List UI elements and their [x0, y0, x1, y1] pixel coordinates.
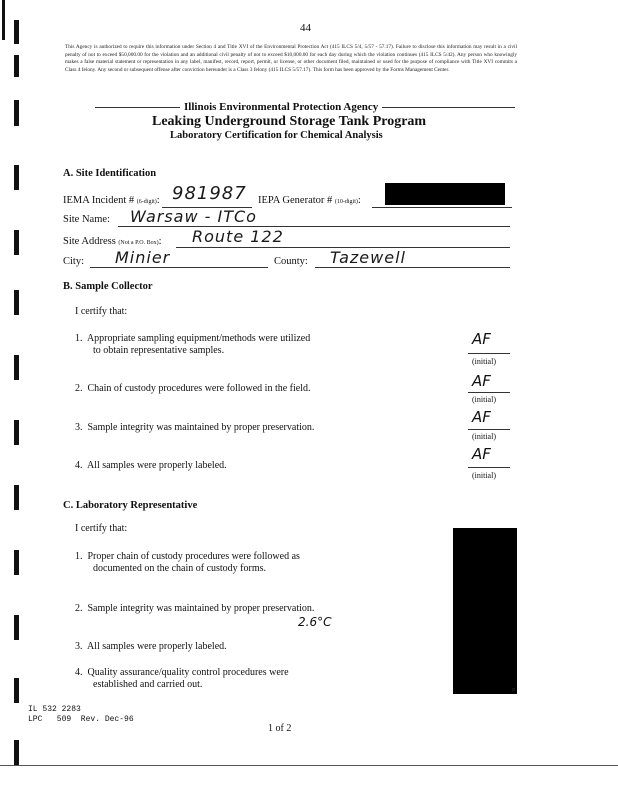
- iema-label: IEMA Incident # (6-digit):: [63, 195, 160, 206]
- lab-item-2: 2. Sample integrity was maintained by proper preservation.: [75, 603, 315, 614]
- collector-item-1: 1. Appropriate sampling equipment/methods were utilized to obtain representative samples.: [75, 333, 311, 356]
- form-code: IL 532 2283 LPC 509 Rev. Dec-96: [28, 705, 134, 724]
- initial-line-3: [468, 429, 510, 430]
- site-name-line: [118, 226, 510, 227]
- initial-mark-4[interactable]: AF: [472, 445, 491, 463]
- county-value[interactable]: Tazewell: [330, 248, 406, 267]
- lab-item-1: 1. Proper chain of custody procedures were followed as documented on the chain of custody forms.: [75, 551, 300, 574]
- scan-edge-mark: [14, 165, 19, 190]
- scan-edge-mark: [14, 550, 19, 575]
- redaction-block-iepa: [385, 183, 505, 205]
- initial-line-4: [468, 467, 510, 468]
- agency-name: Illinois Environmental Protection Agency: [180, 101, 382, 113]
- scan-edge-mark: [14, 355, 19, 380]
- scan-edge-mark: [14, 485, 19, 510]
- temperature-note: 2.6°C: [298, 615, 332, 629]
- scan-edge-mark: [14, 420, 19, 445]
- initial-line-2: [468, 392, 510, 393]
- iepa-field-line: [372, 207, 512, 208]
- site-address-label: Site Address (Not a P.O. Box):: [63, 236, 162, 247]
- county-label: County:: [274, 256, 308, 267]
- scan-edge-mark: [14, 100, 19, 126]
- lab-item-4: 4. Quality assurance/quality control procedures were established and carried out.: [75, 667, 289, 690]
- site-address-value[interactable]: Route 122: [192, 227, 284, 246]
- collector-item-3: 3. Sample integrity was maintained by proper preservation.: [75, 422, 315, 433]
- redaction-block-lab: [453, 528, 517, 694]
- lab-certify-text: I certify that:: [75, 523, 128, 534]
- initial-mark-2[interactable]: AF: [472, 372, 491, 390]
- initial-mark-1[interactable]: AF: [472, 330, 491, 348]
- initial-line-1: [468, 353, 510, 354]
- initial-label-4: (initial): [472, 471, 496, 480]
- scan-edge-mark: [14, 290, 19, 315]
- collector-item-2: 2. Chain of custody procedures were followed in the field.: [75, 383, 311, 394]
- initial-mark-3[interactable]: AF: [472, 408, 491, 426]
- section-sample-collector: B. Sample Collector: [63, 281, 153, 292]
- collector-item-4: 4. All samples were properly labeled.: [75, 460, 227, 471]
- scan-speck: [512, 688, 515, 691]
- scan-edge-mark: [14, 55, 19, 77]
- lab-item-3: 3. All samples were properly labeled.: [75, 641, 227, 652]
- page-count: 1 of 2: [268, 723, 292, 734]
- collector-certify-text: I certify that:: [75, 306, 128, 317]
- scan-edge-mark: [14, 740, 19, 765]
- iema-incident-value[interactable]: 981987: [172, 183, 247, 204]
- scan-edge-mark: [14, 678, 19, 703]
- initial-label-2: (initial): [472, 395, 496, 404]
- scan-edge-mark: [14, 20, 19, 44]
- section-site-identification: A. Site Identification: [63, 168, 157, 179]
- scan-edge-mark: [2, 0, 5, 40]
- section-laboratory-representative: C. Laboratory Representative: [63, 500, 198, 511]
- program-title: Leaking Underground Storage Tank Program: [152, 114, 427, 129]
- city-line: [90, 267, 268, 268]
- scan-edge-mark: [14, 615, 19, 640]
- city-value[interactable]: Minier: [115, 248, 171, 267]
- site-name-label: Site Name:: [63, 214, 110, 225]
- city-label: City:: [63, 256, 85, 267]
- scan-edge-mark: [14, 230, 19, 255]
- iepa-label: IEPA Generator # (10-digit):: [258, 195, 361, 206]
- county-line: [315, 267, 510, 268]
- scan-edge-mark: [0, 765, 618, 766]
- initial-label-3: (initial): [472, 432, 496, 441]
- form-subtitle: Laboratory Certification for Chemical Analysis: [170, 130, 383, 141]
- page-number: 44: [300, 22, 311, 34]
- legal-disclaimer: This Agency is authorized to require this information under Section 4 and Title XVI of the Environmental Protection Act (415 ILCS 5/4, 5/57 - 57.17). Failure to disclose this information may result in a civil penalty of not to exceed $50,000.00 for the violation and an additional civil penalty of not to exceed $10,000.00 for each day during which the violation continues (415 ILCS 5/42). Any person who knowingly makes a false material statement or representation in any label, manifest, record, report, permit, or license, or other document filed, maintained or used for the purpose of compliance with Title XVI commits a Class 4 felony. Any second or subsequent offense after conviction hereunder is a Class 3 felony (415 ILCS 5/57.17). This form has been approved by the Forms Management Center.: [65, 44, 517, 73]
- initial-label-1: (initial): [472, 357, 496, 366]
- site-name-value[interactable]: Warsaw - ITCo: [130, 207, 257, 226]
